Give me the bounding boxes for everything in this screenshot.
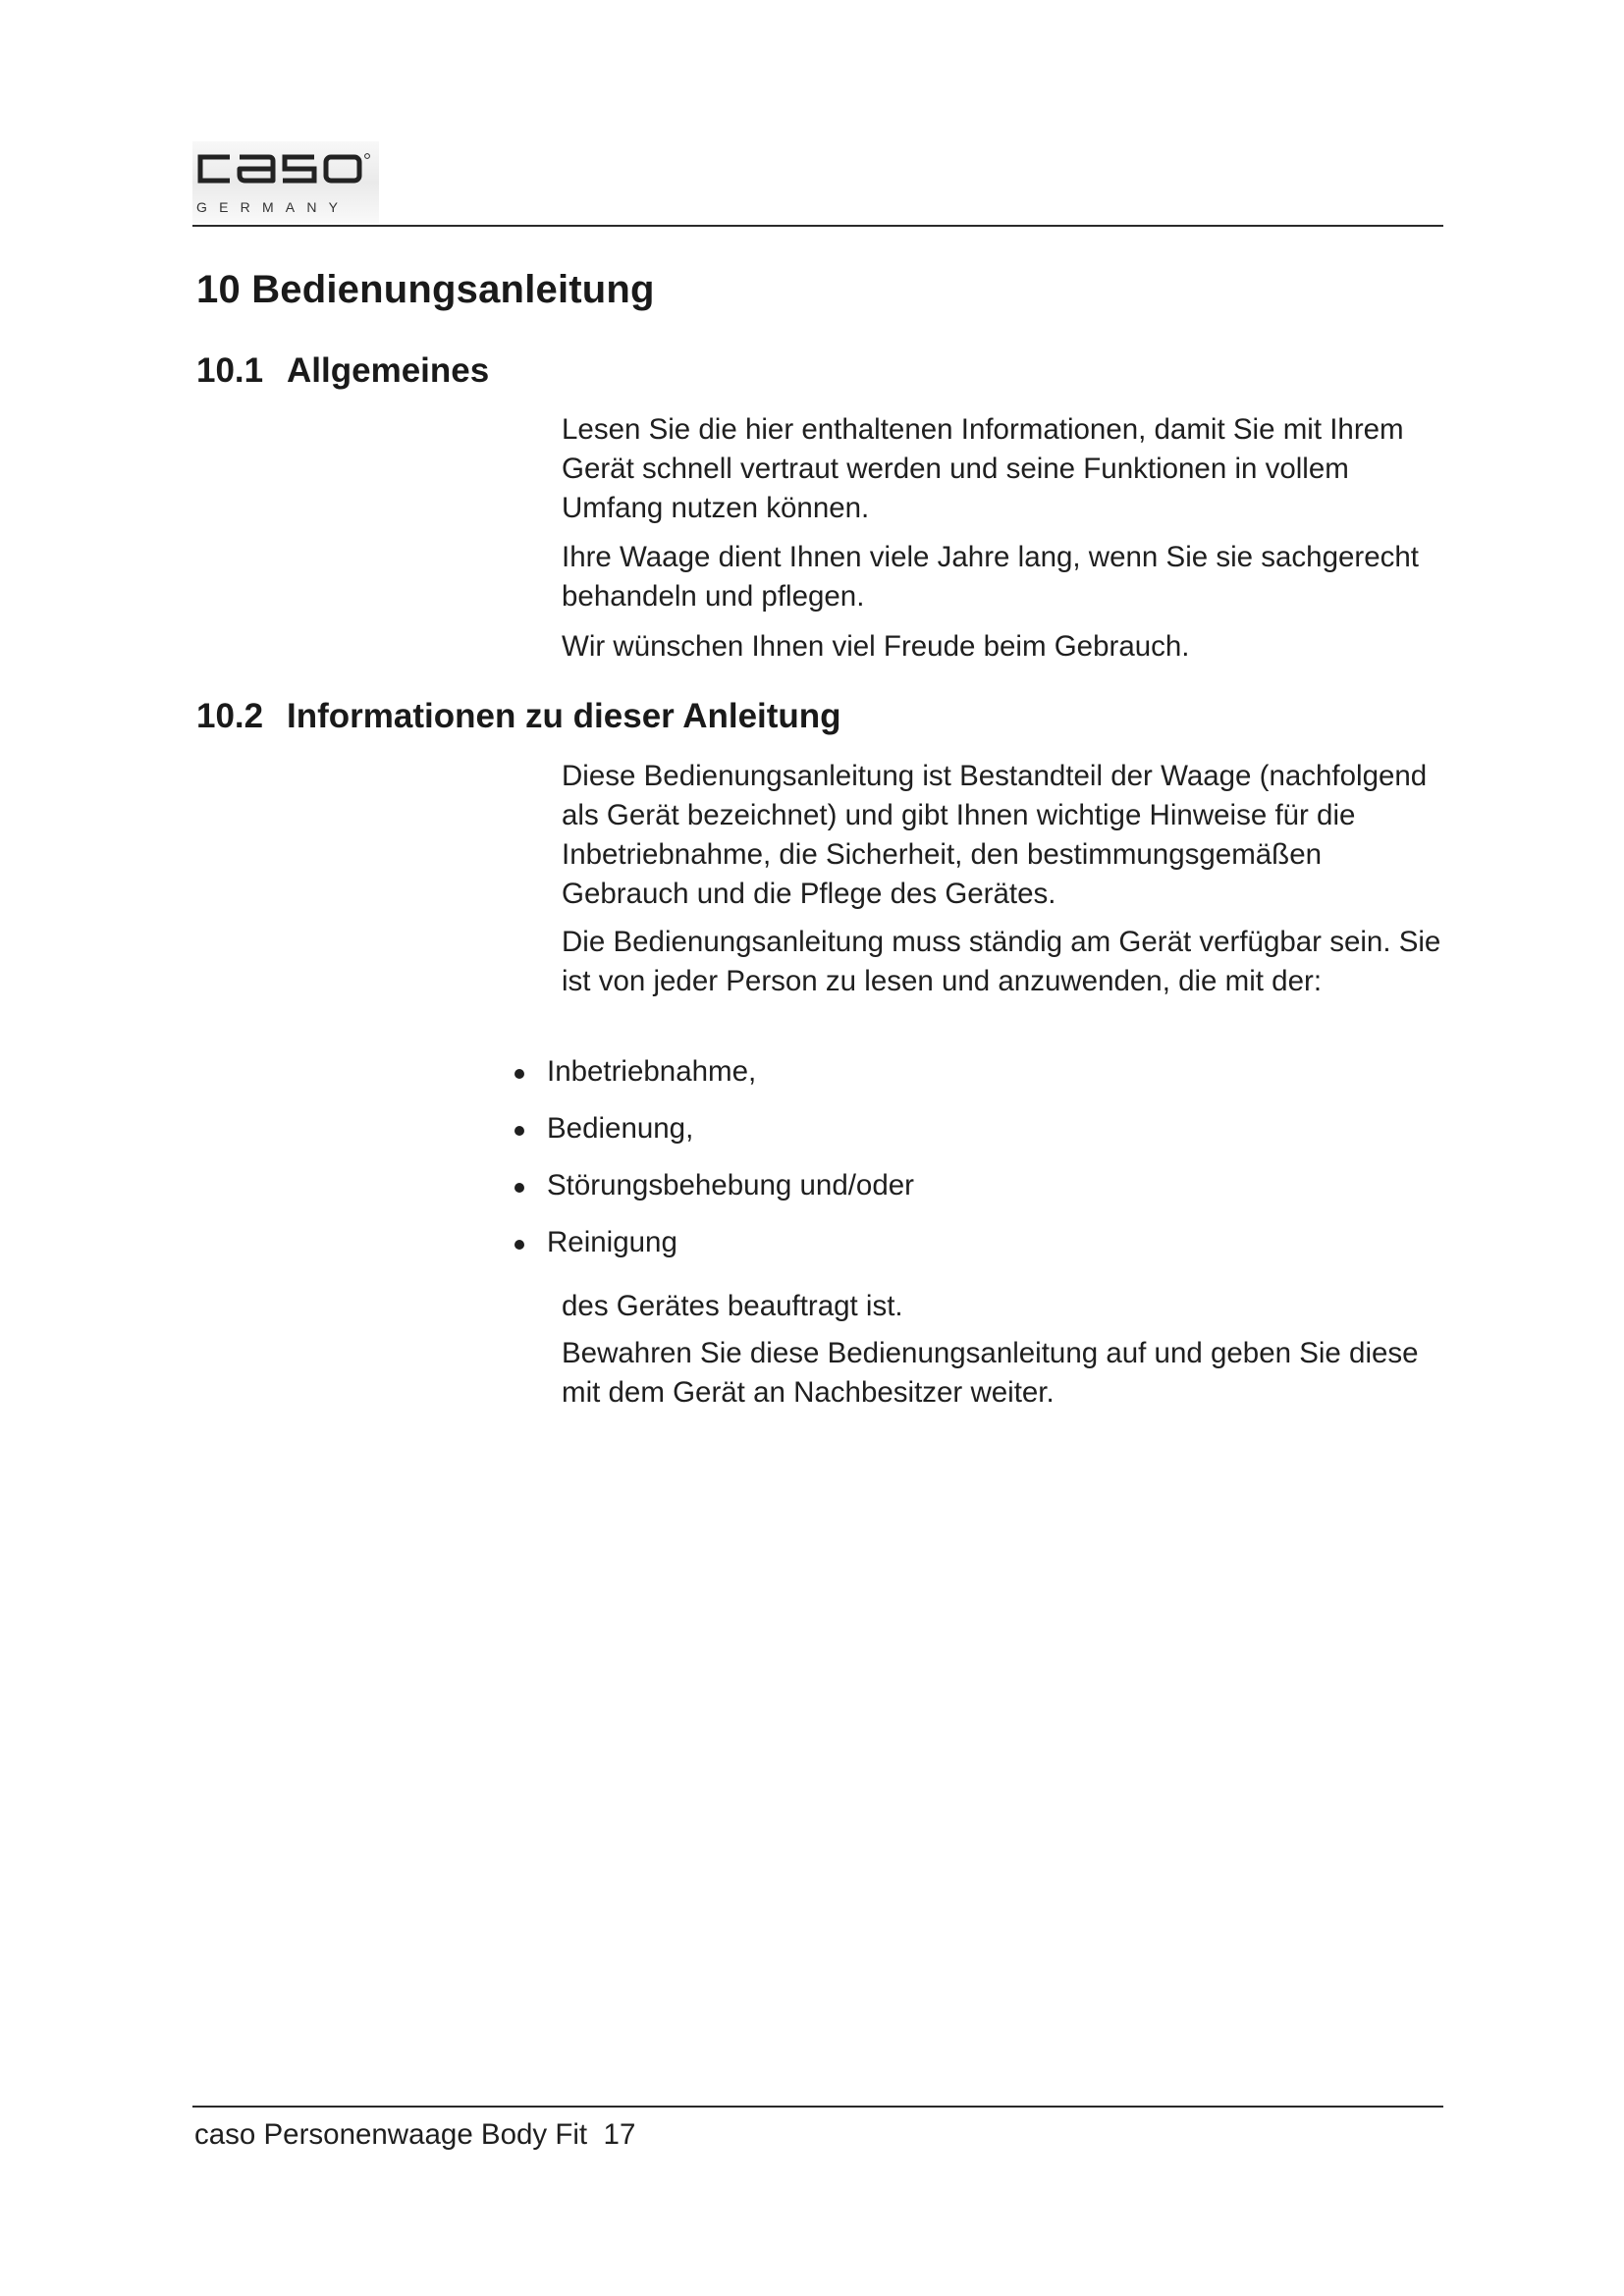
bullet-list [511, 1052, 914, 1280]
list-item [511, 1052, 914, 1109]
section-heading-informationen [196, 697, 841, 736]
paragraph: Wir wünschen Ihnen viel Freude beim Gebrauch. [562, 630, 1190, 663]
section-heading-allgemeines [196, 351, 489, 391]
list-item-text: Reinigung [547, 1226, 677, 1258]
bullet-icon [514, 1126, 524, 1136]
list-item-text: Bedienung, [547, 1112, 694, 1145]
page-title: 10 Bedienungsanleitung [196, 268, 655, 311]
paragraph: Ihre Waage dient Ihnen viele Jahre lang, wenn Sie sie sachgerecht behandeln und pflegen. [562, 541, 1419, 613]
list-item [511, 1109, 914, 1166]
footer-title: caso Personenwaage Body Fit [194, 2118, 588, 2151]
header-rule [192, 225, 1443, 227]
list-item [511, 1166, 914, 1223]
section-number: 10.2 [196, 697, 264, 735]
section-number: 10.1 [196, 351, 264, 390]
bullet-icon [514, 1069, 524, 1079]
section-title: Allgemeines [287, 351, 490, 390]
bullet-icon [514, 1240, 524, 1250]
footer-rule [192, 2106, 1443, 2108]
paragraph: Die Bedienungsanleitung muss ständig am Gerät verfügbar sein. Sie ist von jeder Person zu lesen und anzuwenden, die mit der: [562, 926, 1441, 997]
list-item-text: Inbetriebnahme, [547, 1055, 757, 1088]
bullet-icon [514, 1183, 524, 1193]
paragraph: Lesen Sie die hier enthaltenen Informationen, damit Sie mit Ihrem Gerät schnell vertraut werden und seine Funktionen in vollem Umfang nutzen können. [562, 413, 1404, 524]
paragraph: Bewahren Sie diese Bedienungsanleitung auf und geben Sie diese mit dem Gerät an Nachbesitzer weiter. [562, 1337, 1419, 1409]
caso-germany-logo-icon [192, 141, 379, 224]
section-title: Informationen zu dieser Anleitung [287, 697, 841, 735]
list-item-text: Störungsbehebung und/oder [547, 1169, 914, 1201]
paragraph: des Gerätes beauftragt ist. [562, 1290, 903, 1322]
paragraph: Diese Bedienungsanleitung ist Bestandteil der Waage (nachfolgend als Gerät bezeichnet) und gibt Ihnen wichtige Hinweise für die Inbetriebnahme, die Sicherheit, den bestimmungsgemäßen Gebrauch und die Pflege des Gerätes. [562, 760, 1428, 910]
page-number: 17 [603, 2118, 636, 2151]
footer [194, 2115, 635, 2155]
list-item [511, 1223, 914, 1280]
svg-text:GERMANY: GERMANY [196, 199, 351, 215]
